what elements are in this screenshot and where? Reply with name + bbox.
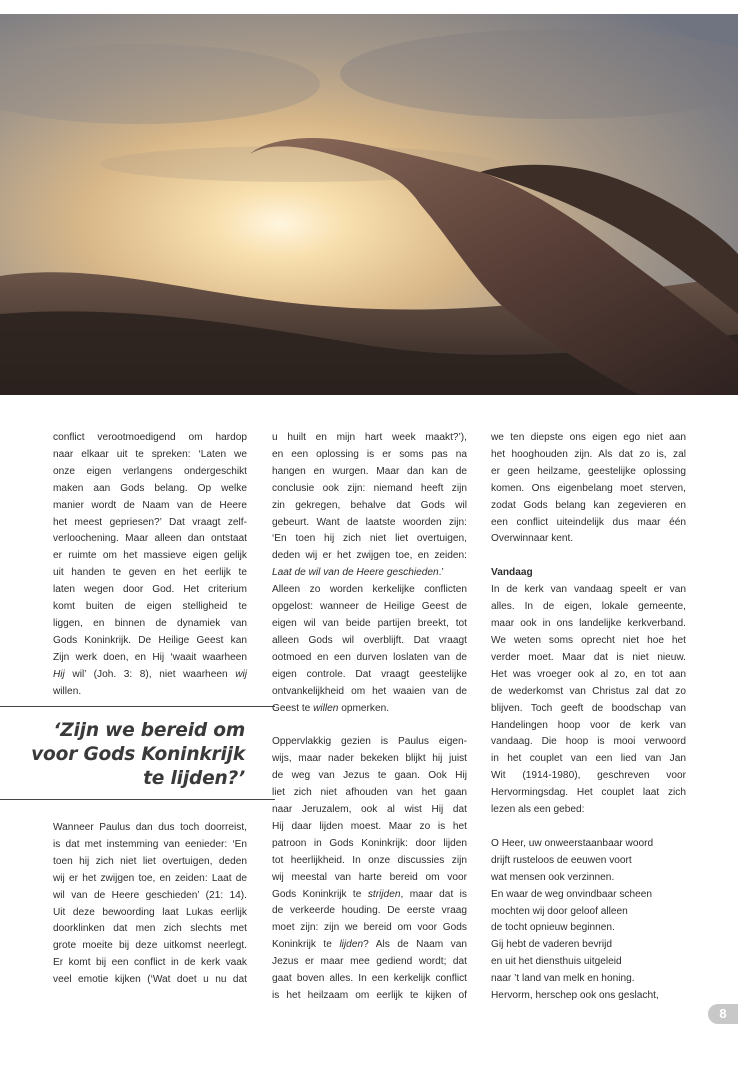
- text-line: verder moet. Maar dat is niet nieuw.: [491, 651, 686, 663]
- text-line: gaat boven alles. In een kerkelijk conflict: [272, 973, 467, 985]
- text-line: [272, 565, 467, 582]
- text-line: Zijn werk doen, en Hij ‘waait waarheen: [53, 651, 247, 663]
- pull-quote-line: voor Gods Koninkrijk: [31, 744, 245, 765]
- text-line: er geen heilzame, geestelijke oplossing: [491, 465, 686, 477]
- column-3: [491, 430, 686, 1005]
- text-line: conclusie ook zijn: niemand heeft zijn: [272, 482, 467, 494]
- text-line: In de kerk van vandaag speelt er van: [491, 584, 686, 596]
- text-line: in het couplet van een lied van Jan: [491, 753, 686, 765]
- text-line: is dat met instemming van eenieder: ‘En: [53, 838, 247, 850]
- text-line: wil van de Heere geschieden’ (21: 14).: [53, 889, 247, 901]
- text-line: veel emotie kijken (‘Wat doet u nu dat: [53, 974, 247, 986]
- poem-line: wat mensen ook verzinnen.: [491, 871, 615, 883]
- text-line: Er komt bij een conflict in de kerk vaak: [53, 957, 247, 969]
- poem-line: mochten wij door geloof alleen: [491, 905, 628, 917]
- text-run: .’: [438, 567, 444, 579]
- column-1-bottom: [53, 820, 247, 989]
- text-line: Uit deze bewoording laat Lukas eerlijk: [53, 906, 247, 918]
- italic-word: wij: [235, 668, 247, 680]
- text-line: het meest gepriesen?’ Dat vraagt zelf-: [53, 516, 247, 528]
- text-line: Handelingen hoop voor de kerk van: [491, 719, 686, 731]
- text-run: Geest te: [272, 702, 314, 714]
- italic-quote: Laat de wil van de Heere geschieden: [272, 567, 439, 579]
- text-line: Jezus er maar mee gediend wordt; dat: [272, 956, 467, 968]
- poem-line: de tocht opnieuw beginnen.: [491, 922, 615, 934]
- italic-word: Hij: [53, 668, 65, 680]
- text-line: Alleen zo worden kerkelijke conflicten: [272, 584, 467, 596]
- text-line: toen hij zich niet liet overtuigen, deden: [53, 855, 247, 867]
- text-line: Het was vroeger ook al zo, en tot aan: [491, 668, 686, 680]
- text-line: tot heerlijkheid. In onze discussies zijn: [272, 854, 467, 866]
- text-line: de wederkomst van Christus zal dat zo: [491, 685, 686, 697]
- section-heading: Vandaag: [491, 567, 533, 579]
- text-line: de weg van Jezus te gaan. Ook Hij: [272, 770, 467, 782]
- pull-quote-line: ‘Zijn we bereid om: [53, 720, 245, 741]
- text-line: moet zijn: zijn we bereid om voor Gods: [272, 922, 467, 934]
- poem-line: Hervorm, herschep ook ons geslacht,: [491, 990, 659, 1002]
- text-line: ontvankelijkheid om het waaien van de: [272, 685, 467, 697]
- text-line: blijven. Toch geeft de boodschap van: [491, 702, 686, 714]
- italic-word: strijden: [367, 888, 401, 900]
- text-line: deden wij er het zwijgen toe, en zeiden:: [272, 550, 467, 562]
- text-line: Gods Koninkrijk. De Heilige Geest kan: [53, 634, 247, 646]
- text-line: en een oplossing is er soms pas na: [272, 448, 467, 460]
- text-line: lezen als een gebed:: [491, 804, 585, 816]
- text-line: de verkeerde houding. De eerste vraag: [272, 905, 467, 917]
- text-line: Oppervlakkig gezien is Paulus eigen-: [272, 736, 467, 748]
- text-line: komt buiten de eigen stelligheid te: [53, 601, 247, 613]
- text-line: een conflict uiteindelijk dus maar één: [491, 516, 686, 528]
- text-line: [53, 667, 247, 684]
- text-line: liet zich niet afhouden van het gaan: [272, 787, 467, 799]
- text-line: Hij daar lijden moest. Maar zo is het: [272, 820, 467, 832]
- text-line: naar Jeruzalem, ook al wist Hij dat: [272, 804, 467, 816]
- text-run: Koninkrijk te: [272, 939, 340, 951]
- text-line: is het heilzaam om eerlijk te kijken of: [272, 990, 467, 1001]
- text-run: opmerken.: [338, 702, 390, 714]
- pull-quote-line: te lijden?’: [143, 768, 245, 789]
- text-line: er ruimte om het massieve eigen gelijk: [53, 550, 247, 562]
- column-1-top: [53, 430, 247, 701]
- text-line: willen.: [53, 685, 82, 697]
- italic-word: lijden: [339, 939, 364, 951]
- text-line: hangen en wurgen. Maar dan kan de: [272, 465, 467, 477]
- text-line: Wanneer Paulus dan dus toch doorreist,: [53, 822, 247, 833]
- text-line: Hervormingsdag. Het couplet laat zich: [491, 787, 686, 799]
- text-line: doorklinken dat men zich slechts met: [53, 923, 247, 935]
- text-run: ? Als de Naam van: [363, 939, 468, 951]
- text-line: het hooghouden zijn. Als dat zo is, zal: [491, 448, 686, 460]
- text-line: eigen wil van beide partijen breekt, tot: [272, 617, 467, 629]
- text-line: vandaag. Die hoop is mooi verwoord: [491, 736, 686, 748]
- text-line: wijs, maar nader bekeken blijkt hij juist: [272, 753, 467, 765]
- text-line: opgelost: wanneer de Heilige Geest de: [272, 601, 467, 613]
- poem-line: En waar de weg onvindbaar scheen: [491, 888, 652, 900]
- poem-line: drijft rusteloos de eeuwen voort: [491, 854, 632, 866]
- text-line: [272, 701, 467, 718]
- column-2: [272, 430, 467, 1005]
- text-run: Gods Koninkrijk te: [272, 888, 368, 900]
- text-line: Wit (1914-1980), geschreven voor: [491, 770, 686, 782]
- hand-reaching-toward-sunset-image: [0, 14, 738, 395]
- text-line: alles. In de eigen, lokale gemeente,: [491, 601, 686, 613]
- text-line: uit handen te geven en het eerlijk te: [53, 567, 247, 579]
- text-line: ‘En toen hij zich niet liet overtuigen,: [272, 533, 467, 545]
- text-line: maken aan Gods belang. Op welke: [53, 482, 247, 494]
- text-line: we ten diepste ons eigen ego niet aan: [491, 432, 686, 443]
- text-line: eigen controle. Dat vraagt geestelijke: [272, 668, 467, 680]
- text-line: [272, 937, 467, 954]
- text-line: We weten soms oprecht niet hoe het: [491, 634, 686, 646]
- text-line: [272, 887, 467, 904]
- text-line: verloochening. Maar alleen dan ontstaat: [53, 533, 247, 545]
- poem-line: O Heer, uw onweerstaanbaar woord: [491, 837, 654, 849]
- text-line: manier wordt de Naam van de Heere: [53, 499, 247, 511]
- text-line: naar elkaar uit te spreken: ‘Laten we: [53, 448, 247, 460]
- text-line: u huilt en mijn hart week maakt?’),: [272, 432, 467, 443]
- poem-line: en uit het diensthuis uitgeleid: [491, 956, 622, 968]
- text-line: onze eigen verlangens ondergeschikt: [53, 465, 247, 477]
- text-line: laten wegen door God. Het criterium: [53, 584, 247, 596]
- page-number-badge: 8: [708, 1004, 738, 1024]
- pull-quote: [0, 706, 275, 800]
- text-line: patroon in Gods Koninkrijk: door lijden: [272, 837, 467, 849]
- text-line: liggen, en binnen de dynamiek van: [53, 617, 247, 629]
- poem-line: naar ’t land van melk en honing.: [491, 973, 635, 985]
- text-line: wij er het zwijgen toe, en zeiden: Laat de: [53, 872, 247, 884]
- text-line: wij meestal van harte bereid om voor: [272, 871, 467, 883]
- text-line: maar ook in ons landelijke kerkverband.: [491, 618, 686, 630]
- text-line: alleen Gods wil overblijft. Dat vraagt: [272, 634, 467, 646]
- poem-line: Gij hebt de vaderen bevrijd: [491, 939, 613, 951]
- text-line: grote moeite bij deze uitkomst neerlegt.: [53, 940, 247, 952]
- text-run: , maar dat is: [400, 888, 467, 900]
- text-line: komen. Ons eigenbelang moet sterven,: [491, 482, 686, 494]
- sunset-photo-icon: [0, 14, 738, 395]
- text-line: gebeurt. Want de laatste woorden zijn:: [272, 516, 467, 528]
- text-line: conflict verootmoedigend om hardop: [53, 432, 247, 443]
- text-run: wil’ (Joh. 3: 8), niet waarheen: [64, 668, 236, 680]
- text-line: zodat Gods belang kan zegevieren en: [491, 499, 686, 511]
- italic-word: willen: [313, 702, 339, 714]
- text-line: Overwinnaar kent.: [491, 533, 574, 545]
- text-line: zin gekregen, behalve dat Gods wil: [272, 499, 467, 511]
- text-line: ootmoed en een durven loslaten van de: [272, 651, 467, 663]
